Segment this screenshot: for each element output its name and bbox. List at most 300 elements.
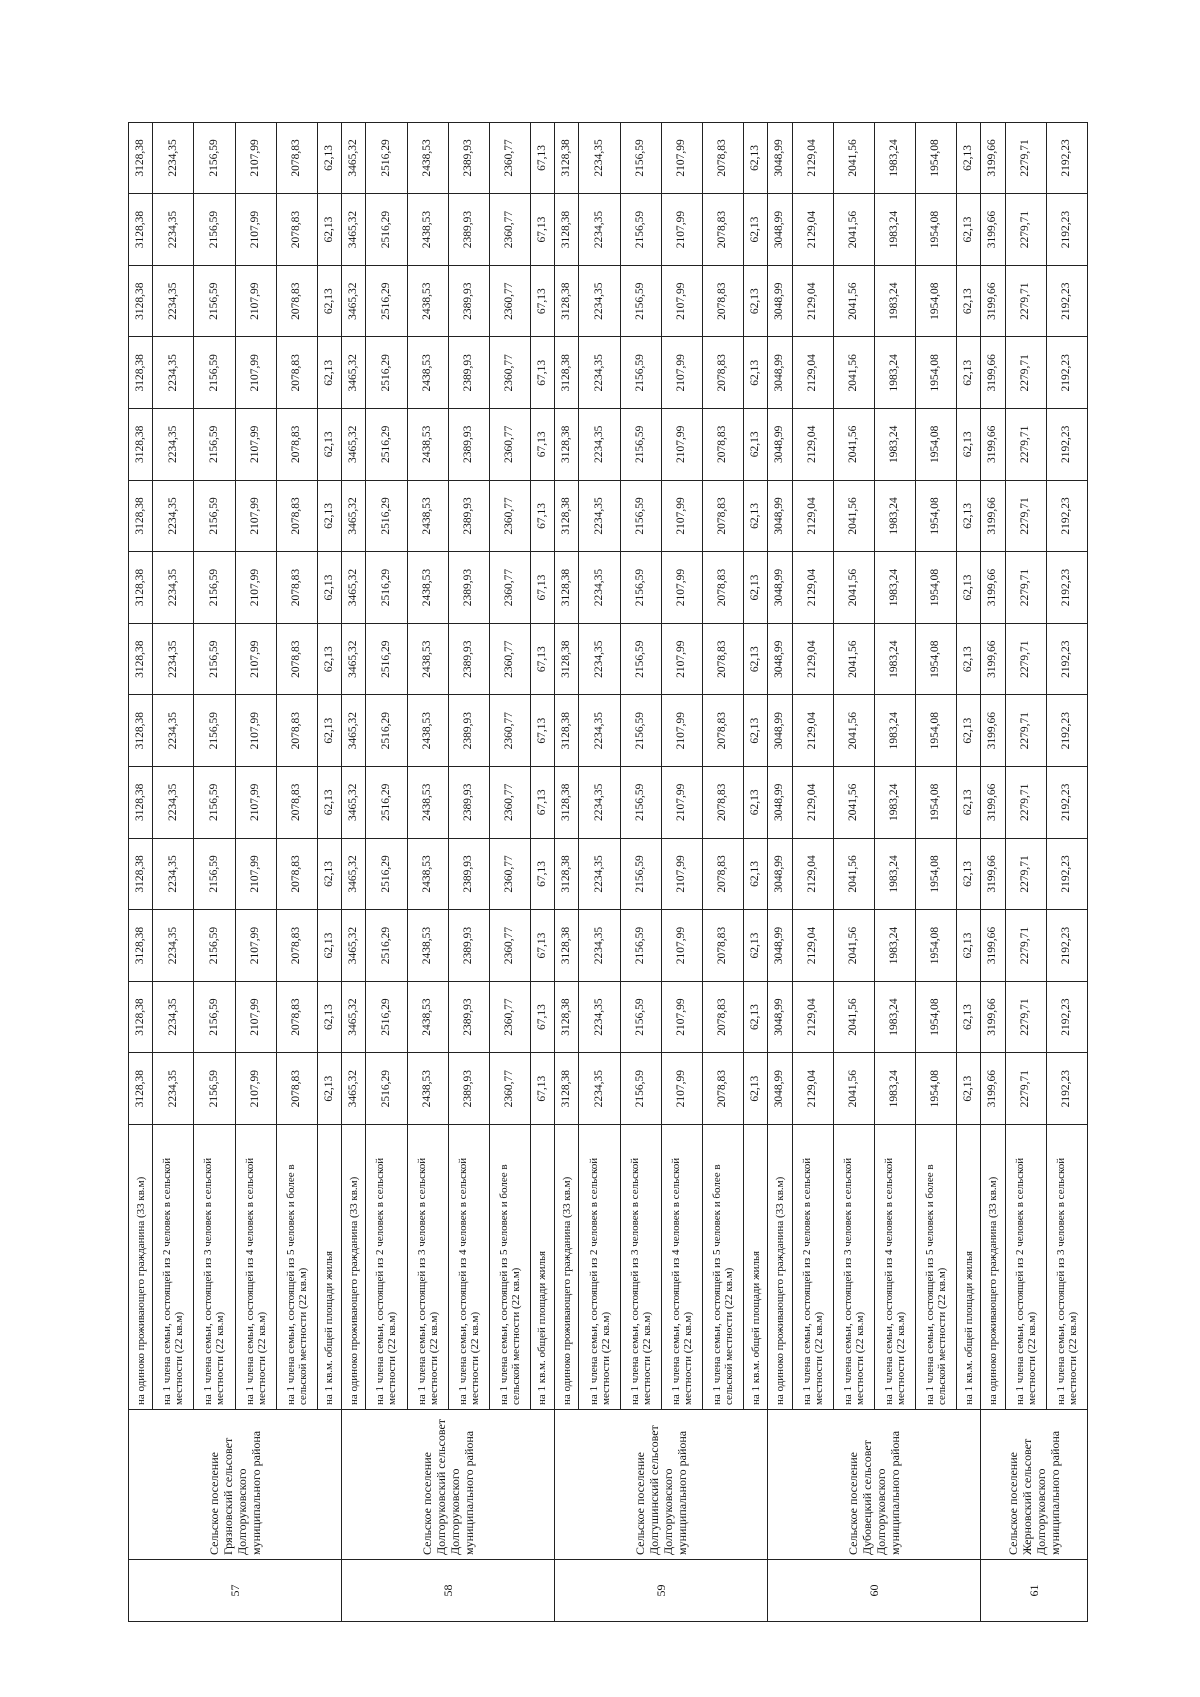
value-cell: 3465,32: [342, 981, 366, 1053]
value-cell: 1954,08: [915, 695, 956, 767]
value-cell: 2389,93: [448, 838, 489, 910]
value-cell: 2107,99: [235, 480, 276, 552]
value-cell: 2360,77: [489, 1053, 530, 1125]
value-cell: 2192,23: [1046, 910, 1087, 982]
value-cell: 3128,38: [129, 767, 153, 839]
value-cell: 1954,08: [915, 767, 956, 839]
value-cell: 1954,08: [915, 910, 956, 982]
value-cell: 2192,23: [1046, 981, 1087, 1053]
value-cell: 3465,32: [342, 767, 366, 839]
table-row: [981, 122, 1005, 1621]
value-cell: 2156,59: [620, 767, 661, 839]
value-cell: 2360,77: [489, 767, 530, 839]
value-cell: 3199,66: [981, 623, 1005, 695]
value-cell: 3128,38: [129, 337, 153, 409]
value-cell: 2156,59: [620, 194, 661, 266]
value-cell: 2516,29: [366, 695, 407, 767]
value-cell: 67,13: [530, 910, 554, 982]
value-cell: 2107,99: [661, 552, 702, 624]
value-cell: 1983,24: [874, 265, 915, 337]
table-row: [153, 122, 194, 1621]
value-cell: 2129,04: [792, 337, 833, 409]
value-cell: 2107,99: [235, 194, 276, 266]
value-cell: 3465,32: [342, 552, 366, 624]
value-cell: 2516,29: [366, 767, 407, 839]
rotated-page: [128, 122, 1088, 1622]
value-cell: 2129,04: [792, 767, 833, 839]
value-cell: 2234,35: [153, 838, 194, 910]
value-cell: 2438,53: [407, 981, 448, 1053]
value-cell: 2192,23: [1046, 623, 1087, 695]
value-cell: 2078,83: [702, 194, 743, 266]
value-cell: 2234,35: [153, 337, 194, 409]
value-cell: 1954,08: [915, 981, 956, 1053]
value-cell: 3199,66: [981, 767, 1005, 839]
value-cell: 2192,23: [1046, 480, 1087, 552]
value-cell: 2107,99: [661, 337, 702, 409]
value-cell: 62,13: [743, 623, 767, 695]
category-label: на 1 кв.м. общей площади жилья: [956, 1125, 980, 1410]
value-cell: 3199,66: [981, 480, 1005, 552]
value-cell: 2234,35: [153, 552, 194, 624]
value-cell: 2389,93: [448, 767, 489, 839]
value-cell: 2192,23: [1046, 265, 1087, 337]
value-cell: 3128,38: [555, 623, 579, 695]
value-cell: 2041,56: [833, 623, 874, 695]
value-cell: 3199,66: [981, 337, 1005, 409]
value-cell: 3048,99: [768, 552, 792, 624]
value-cell: 2156,59: [620, 552, 661, 624]
value-cell: 2107,99: [235, 552, 276, 624]
value-cell: 62,13: [743, 337, 767, 409]
value-cell: 3128,38: [129, 552, 153, 624]
value-cell: 62,13: [956, 695, 980, 767]
value-cell: 2389,93: [448, 265, 489, 337]
value-cell: 2078,83: [702, 122, 743, 194]
value-cell: 67,13: [530, 122, 554, 194]
value-cell: 2041,56: [833, 194, 874, 266]
value-cell: 2516,29: [366, 552, 407, 624]
value-cell: 2129,04: [792, 838, 833, 910]
value-cell: 2156,59: [194, 194, 235, 266]
value-cell: 62,13: [317, 552, 341, 624]
value-cell: 2107,99: [235, 409, 276, 481]
value-cell: 2078,83: [276, 552, 317, 624]
value-cell: 62,13: [956, 1053, 980, 1125]
value-cell: 2041,56: [833, 480, 874, 552]
value-cell: 62,13: [956, 337, 980, 409]
table-row: [489, 122, 530, 1621]
value-cell: 2107,99: [235, 767, 276, 839]
value-cell: 3199,66: [981, 194, 1005, 266]
category-label: на 1 члена семьи, состоящей из 4 человек в сельской местности (22 кв.м): [874, 1125, 915, 1410]
value-cell: 62,13: [956, 981, 980, 1053]
category-label: на 1 кв.м. общей площади жилья: [743, 1125, 767, 1410]
value-cell: 2078,83: [702, 767, 743, 839]
value-cell: 62,13: [743, 265, 767, 337]
value-cell: 3465,32: [342, 194, 366, 266]
value-cell: 2156,59: [620, 623, 661, 695]
value-cell: 2078,83: [276, 337, 317, 409]
value-cell: 67,13: [530, 265, 554, 337]
value-cell: 62,13: [317, 194, 341, 266]
category-label: на 1 члена семьи, состоящей из 5 человек и более в сельской местности (22 кв.м): [915, 1125, 956, 1410]
value-cell: 2279,71: [1005, 194, 1046, 266]
value-cell: 2041,56: [833, 409, 874, 481]
value-cell: 2041,56: [833, 552, 874, 624]
category-label: на одиноко проживающего гражданина (33 кв.м): [555, 1125, 579, 1410]
row-number: 60: [768, 1560, 981, 1622]
value-cell: 2234,35: [579, 265, 620, 337]
value-cell: 62,13: [743, 480, 767, 552]
category-label: на 1 члена семьи, состоящей из 5 человек и более в сельской местности (22 кв.м): [702, 1125, 743, 1410]
value-cell: 2107,99: [235, 122, 276, 194]
table-row: [743, 122, 767, 1621]
value-cell: 2279,71: [1005, 265, 1046, 337]
value-cell: 2516,29: [366, 838, 407, 910]
value-cell: 2041,56: [833, 981, 874, 1053]
row-number: 57: [129, 1560, 342, 1622]
table-row: [235, 122, 276, 1621]
value-cell: 2156,59: [194, 767, 235, 839]
value-cell: 2438,53: [407, 1053, 448, 1125]
value-cell: 2234,35: [153, 623, 194, 695]
value-cell: 3128,38: [129, 265, 153, 337]
value-cell: 3128,38: [555, 981, 579, 1053]
value-cell: 62,13: [743, 1053, 767, 1125]
category-label: на одиноко проживающего гражданина (33 кв.м): [981, 1125, 1005, 1410]
value-cell: 3128,38: [129, 838, 153, 910]
value-cell: 2041,56: [833, 337, 874, 409]
value-cell: 62,13: [956, 265, 980, 337]
value-cell: 67,13: [530, 409, 554, 481]
value-cell: 3128,38: [555, 552, 579, 624]
value-cell: 2192,23: [1046, 337, 1087, 409]
value-cell: 3465,32: [342, 695, 366, 767]
value-cell: 2234,35: [153, 194, 194, 266]
value-cell: 2129,04: [792, 1053, 833, 1125]
value-cell: 2438,53: [407, 265, 448, 337]
value-cell: 2192,23: [1046, 695, 1087, 767]
value-cell: 1983,24: [874, 1053, 915, 1125]
value-cell: 2234,35: [153, 910, 194, 982]
value-cell: 3199,66: [981, 265, 1005, 337]
value-cell: 2078,83: [702, 409, 743, 481]
value-cell: 2360,77: [489, 265, 530, 337]
value-cell: 2360,77: [489, 623, 530, 695]
value-cell: 2234,35: [579, 838, 620, 910]
category-label: на 1 члена семьи, состоящей из 3 человек в сельской местности (22 кв.м): [194, 1125, 235, 1410]
value-cell: 2360,77: [489, 552, 530, 624]
table-row: [530, 122, 554, 1621]
value-cell: 62,13: [317, 409, 341, 481]
value-cell: 1983,24: [874, 981, 915, 1053]
municipality-name: Сельское поселение Жерновский сельсовет Долгоруковского муниципального района: [981, 1410, 1088, 1560]
value-cell: 2516,29: [366, 337, 407, 409]
value-cell: 3048,99: [768, 1053, 792, 1125]
value-cell: 2234,35: [153, 480, 194, 552]
value-cell: 2192,23: [1046, 122, 1087, 194]
value-cell: 2107,99: [661, 122, 702, 194]
value-cell: 2279,71: [1005, 337, 1046, 409]
table-row: [833, 122, 874, 1621]
value-cell: 2279,71: [1005, 1053, 1046, 1125]
value-cell: 3128,38: [129, 122, 153, 194]
value-cell: 3128,38: [555, 337, 579, 409]
category-label: на 1 члена семьи, состоящей из 4 человек в сельской местности (22 кв.м): [235, 1125, 276, 1410]
value-cell: 2234,35: [579, 767, 620, 839]
value-cell: 2360,77: [489, 981, 530, 1053]
value-cell: 3465,32: [342, 409, 366, 481]
value-cell: 67,13: [530, 1053, 554, 1125]
value-cell: 3128,38: [129, 981, 153, 1053]
value-cell: 2156,59: [194, 409, 235, 481]
value-cell: 2360,77: [489, 337, 530, 409]
value-cell: 62,13: [956, 767, 980, 839]
value-cell: 2389,93: [448, 552, 489, 624]
value-cell: 62,13: [956, 623, 980, 695]
value-cell: 1954,08: [915, 552, 956, 624]
value-cell: 62,13: [317, 695, 341, 767]
value-cell: 62,13: [743, 910, 767, 982]
value-cell: 3128,38: [555, 480, 579, 552]
value-cell: 62,13: [743, 194, 767, 266]
value-cell: 3128,38: [129, 910, 153, 982]
value-cell: 3048,99: [768, 409, 792, 481]
value-cell: 2107,99: [235, 695, 276, 767]
value-cell: 3128,38: [129, 1053, 153, 1125]
value-cell: 2438,53: [407, 838, 448, 910]
value-cell: 2438,53: [407, 194, 448, 266]
value-cell: 3128,38: [555, 767, 579, 839]
value-cell: 3199,66: [981, 838, 1005, 910]
category-label: на одиноко проживающего гражданина (33 кв.м): [129, 1125, 153, 1410]
value-cell: 2107,99: [235, 1053, 276, 1125]
value-cell: 2389,93: [448, 337, 489, 409]
value-cell: 62,13: [743, 695, 767, 767]
value-cell: 2516,29: [366, 910, 407, 982]
value-cell: 2078,83: [702, 981, 743, 1053]
value-cell: 62,13: [317, 265, 341, 337]
value-cell: 2234,35: [579, 910, 620, 982]
value-cell: 3465,32: [342, 265, 366, 337]
value-cell: 2192,23: [1046, 767, 1087, 839]
value-cell: 2234,35: [579, 480, 620, 552]
value-cell: 2078,83: [276, 1053, 317, 1125]
value-cell: 2156,59: [620, 409, 661, 481]
value-cell: 1983,24: [874, 767, 915, 839]
value-cell: 2107,99: [661, 623, 702, 695]
value-cell: 2438,53: [407, 552, 448, 624]
value-cell: 62,13: [956, 910, 980, 982]
value-cell: 2234,35: [153, 695, 194, 767]
value-cell: 62,13: [743, 767, 767, 839]
value-cell: 2041,56: [833, 1053, 874, 1125]
value-cell: 2078,83: [276, 480, 317, 552]
value-cell: 2041,56: [833, 767, 874, 839]
value-cell: 2360,77: [489, 194, 530, 266]
value-cell: 2279,71: [1005, 981, 1046, 1053]
value-cell: 2192,23: [1046, 194, 1087, 266]
value-cell: 3048,99: [768, 981, 792, 1053]
value-cell: 2078,83: [702, 265, 743, 337]
table-row: [448, 122, 489, 1621]
value-cell: 62,13: [743, 838, 767, 910]
value-cell: 3128,38: [555, 122, 579, 194]
value-cell: 2234,35: [579, 337, 620, 409]
value-cell: 2041,56: [833, 265, 874, 337]
value-cell: 2129,04: [792, 409, 833, 481]
value-cell: 2156,59: [194, 623, 235, 695]
value-cell: 62,13: [743, 981, 767, 1053]
value-cell: 2234,35: [579, 695, 620, 767]
value-cell: 2078,83: [276, 265, 317, 337]
value-cell: 2129,04: [792, 910, 833, 982]
value-cell: 2438,53: [407, 623, 448, 695]
category-label: на 1 члена семьи, состоящей из 3 человек в сельской местности (22 кв.м): [1046, 1125, 1087, 1410]
value-cell: 2107,99: [661, 194, 702, 266]
value-cell: 67,13: [530, 194, 554, 266]
category-label: на 1 члена семьи, состоящей из 5 человек и более в сельской местности (22 кв.м): [276, 1125, 317, 1410]
value-cell: 62,13: [743, 552, 767, 624]
value-cell: 2360,77: [489, 695, 530, 767]
category-label: на 1 кв.м. общей площади жилья: [317, 1125, 341, 1410]
row-number: 58: [342, 1560, 555, 1622]
value-cell: 2107,99: [661, 910, 702, 982]
value-cell: 3465,32: [342, 337, 366, 409]
value-cell: 3199,66: [981, 695, 1005, 767]
value-cell: 2156,59: [194, 910, 235, 982]
table-row: [956, 122, 980, 1621]
table-row: [1005, 122, 1046, 1621]
value-cell: 3465,32: [342, 910, 366, 982]
category-label: на 1 кв.м. общей площади жилья: [530, 1125, 554, 1410]
table-row: [915, 122, 956, 1621]
municipality-name: Сельское поселение Долгушинский сельсовет Долгоруковского муниципального района: [555, 1410, 768, 1560]
value-cell: 2279,71: [1005, 623, 1046, 695]
value-cell: 2516,29: [366, 480, 407, 552]
value-cell: 2107,99: [235, 623, 276, 695]
value-cell: 2389,93: [448, 910, 489, 982]
value-cell: 62,13: [317, 623, 341, 695]
table-row: [874, 122, 915, 1621]
value-cell: 1983,24: [874, 552, 915, 624]
value-cell: 2360,77: [489, 409, 530, 481]
table-row: [1046, 122, 1087, 1621]
row-number: 61: [981, 1560, 1088, 1622]
value-cell: 2234,35: [579, 981, 620, 1053]
value-cell: 2129,04: [792, 480, 833, 552]
value-cell: 1954,08: [915, 838, 956, 910]
value-cell: 2234,35: [579, 122, 620, 194]
value-cell: 2360,77: [489, 838, 530, 910]
value-cell: 2389,93: [448, 122, 489, 194]
value-cell: 67,13: [530, 695, 554, 767]
category-label: на 1 члена семьи, состоящей из 3 человек в сельской местности (22 кв.м): [407, 1125, 448, 1410]
value-cell: 2078,83: [276, 122, 317, 194]
municipality-name: Сельское поселение Грязновский сельсовет Долгоруковского муниципального района: [129, 1410, 342, 1560]
value-cell: 1954,08: [915, 122, 956, 194]
value-cell: 3128,38: [555, 194, 579, 266]
table-row: [342, 122, 366, 1621]
value-cell: 2438,53: [407, 409, 448, 481]
value-cell: 2156,59: [620, 981, 661, 1053]
value-cell: 2279,71: [1005, 838, 1046, 910]
value-cell: 2078,83: [702, 1053, 743, 1125]
value-cell: 2438,53: [407, 337, 448, 409]
value-cell: 3128,38: [129, 480, 153, 552]
value-cell: 2107,99: [661, 480, 702, 552]
value-cell: 1983,24: [874, 409, 915, 481]
value-cell: 2192,23: [1046, 838, 1087, 910]
value-cell: 2516,29: [366, 623, 407, 695]
value-cell: 2041,56: [833, 122, 874, 194]
table-row: [661, 122, 702, 1621]
value-cell: 2389,93: [448, 695, 489, 767]
value-cell: 2107,99: [235, 337, 276, 409]
value-cell: 2041,56: [833, 838, 874, 910]
value-cell: 2360,77: [489, 480, 530, 552]
value-cell: 2279,71: [1005, 122, 1046, 194]
value-cell: 3128,38: [555, 1053, 579, 1125]
table-row: [702, 122, 743, 1621]
value-cell: 3199,66: [981, 552, 1005, 624]
value-cell: 62,13: [956, 122, 980, 194]
category-label: на 1 члена семьи, состоящей из 4 человек в сельской местности (22 кв.м): [661, 1125, 702, 1410]
category-label: на 1 члена семьи, состоящей из 2 человек в сельской местности (22 кв.м): [1005, 1125, 1046, 1410]
value-cell: 2107,99: [235, 910, 276, 982]
cost-table: [128, 122, 1088, 1622]
value-cell: 62,13: [956, 194, 980, 266]
value-cell: 3048,99: [768, 480, 792, 552]
value-cell: 2234,35: [579, 194, 620, 266]
value-cell: 2360,77: [489, 122, 530, 194]
value-cell: 2156,59: [620, 337, 661, 409]
value-cell: 3465,32: [342, 1053, 366, 1125]
value-cell: 2129,04: [792, 695, 833, 767]
value-cell: 2234,35: [153, 767, 194, 839]
value-cell: 2438,53: [407, 122, 448, 194]
value-cell: 2279,71: [1005, 409, 1046, 481]
value-cell: 3048,99: [768, 767, 792, 839]
value-cell: 67,13: [530, 552, 554, 624]
value-cell: 62,13: [956, 480, 980, 552]
value-cell: 2078,83: [702, 552, 743, 624]
value-cell: 2234,35: [153, 409, 194, 481]
value-cell: 62,13: [743, 409, 767, 481]
value-cell: 1983,24: [874, 480, 915, 552]
municipality-name: Сельское поселение Долгоруковский сельсовет Долгоруковского муниципального района: [342, 1410, 555, 1560]
value-cell: 2156,59: [194, 480, 235, 552]
value-cell: 2156,59: [194, 122, 235, 194]
table-row: [129, 122, 153, 1621]
value-cell: 62,13: [956, 409, 980, 481]
value-cell: 2156,59: [194, 695, 235, 767]
value-cell: 62,13: [317, 767, 341, 839]
value-cell: 67,13: [530, 337, 554, 409]
value-cell: 2156,59: [194, 1053, 235, 1125]
value-cell: 2234,35: [153, 1053, 194, 1125]
value-cell: 2234,35: [153, 981, 194, 1053]
value-cell: 2389,93: [448, 623, 489, 695]
value-cell: 2279,71: [1005, 910, 1046, 982]
value-cell: 2516,29: [366, 122, 407, 194]
table-row: [792, 122, 833, 1621]
value-cell: 3128,38: [129, 623, 153, 695]
value-cell: 3199,66: [981, 910, 1005, 982]
value-cell: 62,13: [743, 122, 767, 194]
value-cell: 2279,71: [1005, 695, 1046, 767]
